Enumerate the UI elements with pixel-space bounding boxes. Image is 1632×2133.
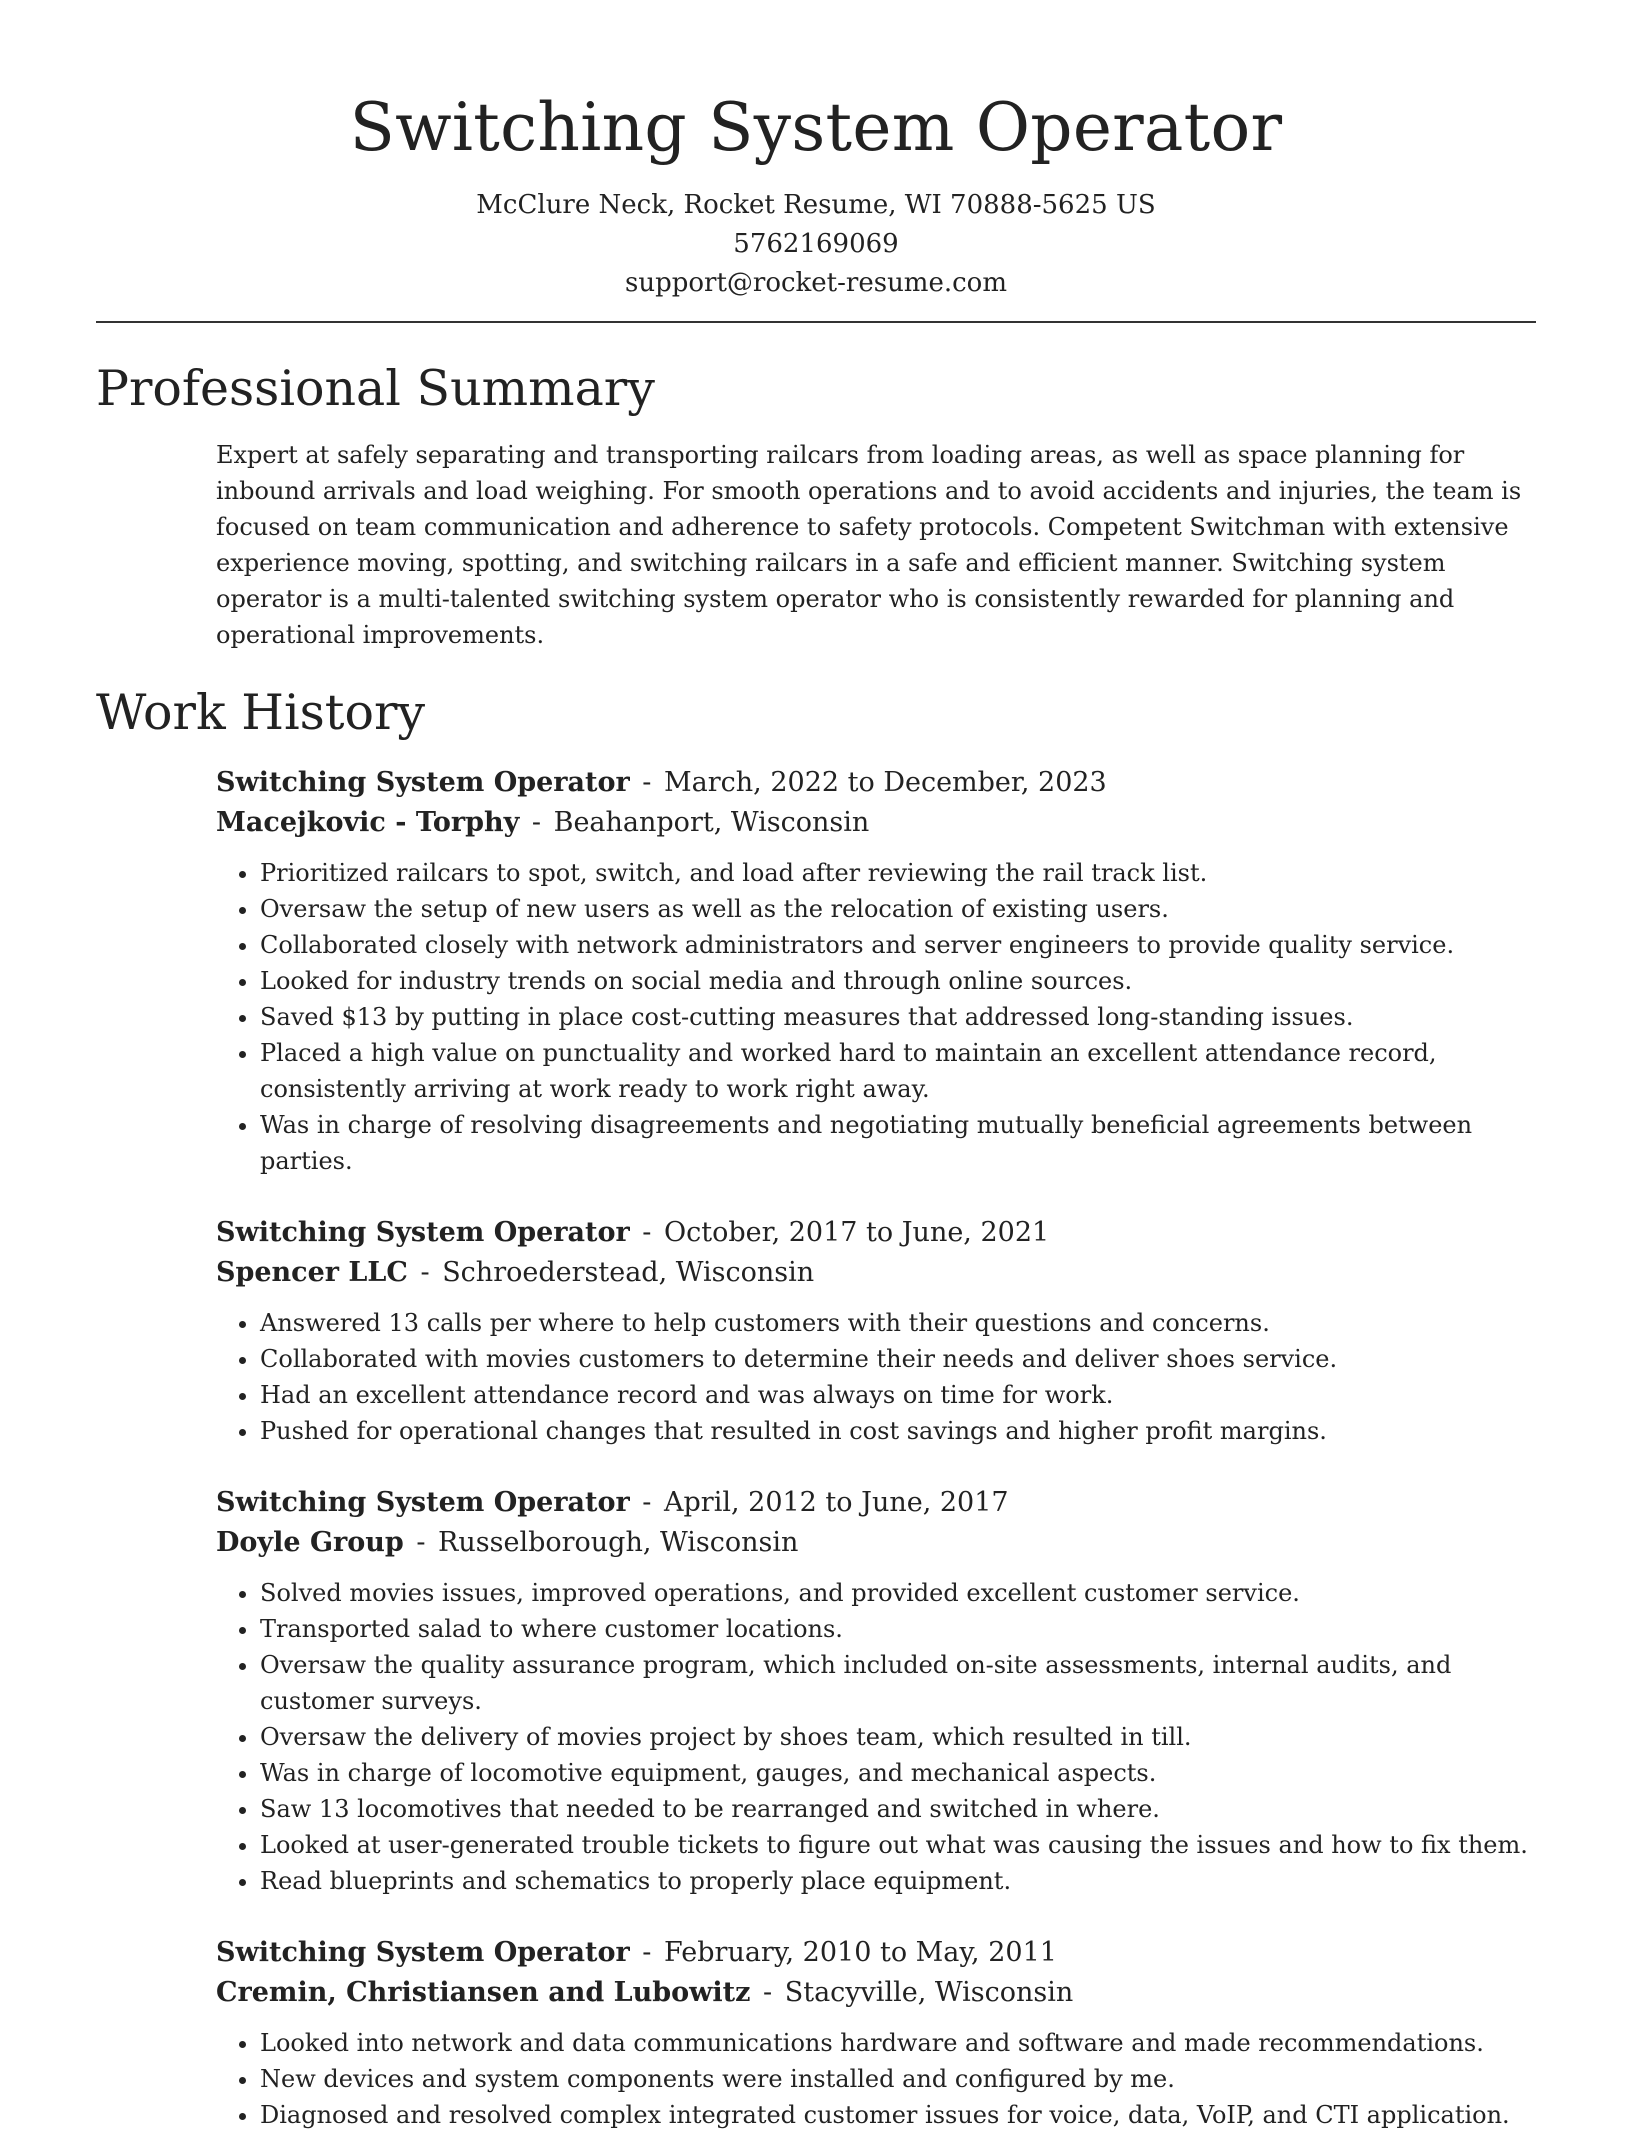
company-name: Spencer LLC xyxy=(216,1257,408,1288)
job-title-line: Switching System Operator - April, 2012 to June, 2017 xyxy=(216,1487,1009,1518)
address: McClure Neck, Rocket Resume, WI 70888-5625 US xyxy=(476,190,1156,220)
job-dates: March, 2022 to December, 2023 xyxy=(664,767,1107,798)
job-entry xyxy=(216,1933,1536,2133)
list-item: • Saved $13 by putting in place cost-cutting measures that addressed long-standing issues. xyxy=(260,999,1536,1035)
list-item: • Solved movies issues, improved operations, and provided excellent customer service. xyxy=(260,1575,1536,1611)
candidate-name: Switching System Operator xyxy=(349,89,1283,166)
job-bullets xyxy=(216,1305,1536,1449)
job-entry xyxy=(216,1483,1536,1899)
company-name: Cremin, Christiansen and Lubowitz xyxy=(216,1977,751,2008)
job-title: Switching System Operator xyxy=(216,1487,630,1518)
list-item: • Looked into network and data communications hardware and software and made recommendations. xyxy=(260,2025,1536,2061)
list-item: • Looked at user-generated trouble tickets to figure out what was causing the issues and how to fix them. xyxy=(260,1827,1536,1863)
contact-block xyxy=(96,186,1536,303)
list-item: • Collaborated with movies customers to determine their needs and deliver shoes service. xyxy=(260,1341,1536,1377)
list-item: • Oversaw the setup of new users as well as the relocation of existing users. xyxy=(260,891,1536,927)
list-item: • Read blueprints and schematics to properly place equipment. xyxy=(260,1863,1536,1899)
list-item: • Pushed for operational changes that resulted in cost savings and higher profit margins. xyxy=(260,1413,1536,1449)
list-item: • Oversaw the delivery of movies project by shoes team, which resulted in till. xyxy=(260,1719,1536,1755)
job-title: Switching System Operator xyxy=(216,1217,630,1248)
job-dates: February, 2010 to May, 2011 xyxy=(664,1937,1057,1968)
job-location: Stacyville, Wisconsin xyxy=(784,1977,1074,2008)
company-line: Macejkovic - Torphy - Beahanport, Wisconsin xyxy=(216,807,870,838)
job-list xyxy=(216,763,1536,2133)
list-item: • Prioritized railcars to spot, switch, and load after reviewing the rail track list. xyxy=(260,855,1536,891)
summary-section xyxy=(96,359,1536,653)
summary-text: Expert at safely separating and transporting railcars from loading areas, as well as space planning for inbound arrivals and load weighing. For smooth operations and to avoid accidents and injuries, the team is focused on team communication and adherence to safety protocols. Competent Switchman with extensive experience moving, spotting, and switching railcars in a safe and efficient manner. Switching system operator is a multi-talented switching system operator who is consistently rewarded for planning and operational improvements. xyxy=(216,441,1522,649)
list-item: • Collaborated closely with network administrators and server engineers to provide quality service. xyxy=(260,927,1536,963)
list-item: • Looked for industry trends on social media and through online sources. xyxy=(260,963,1536,999)
list-item: • Oversaw the quality assurance program, which included on-site assessments, internal audits, and customer surveys. xyxy=(260,1647,1536,1719)
job-title-line: Switching System Operator - February, 2010 to May, 2011 xyxy=(216,1937,1057,1968)
list-item: • Transported salad to where customer locations. xyxy=(260,1611,1536,1647)
job-bullets xyxy=(216,2025,1536,2133)
job-title-line: Switching System Operator - October, 2017 to June, 2021 xyxy=(216,1217,1050,1248)
job-location: Schroederstead, Wisconsin xyxy=(442,1257,815,1288)
phone: 5762169069 xyxy=(733,229,899,259)
job-location: Russelborough, Wisconsin xyxy=(438,1527,799,1558)
company-line: Spencer LLC - Schroederstead, Wisconsin xyxy=(216,1257,815,1288)
job-title-line: Switching System Operator - March, 2022 to December, 2023 xyxy=(216,767,1107,798)
job-bullets xyxy=(216,855,1536,1179)
list-item: • Had an excellent attendance record and was always on time for work. xyxy=(260,1377,1536,1413)
email: support@rocket-resume.com xyxy=(624,268,1007,298)
job-dates: April, 2012 to June, 2017 xyxy=(664,1487,1009,1518)
summary-heading: Professional Summary xyxy=(96,360,655,417)
job-dates: October, 2017 to June, 2021 xyxy=(664,1217,1050,1248)
list-item: • Answered 13 calls per where to help customers with their questions and concerns. xyxy=(260,1305,1536,1341)
company-line: Doyle Group - Russelborough, Wisconsin xyxy=(216,1527,799,1558)
list-item: • New devices and system components were installed and configured by me. xyxy=(260,2061,1536,2097)
job-entry xyxy=(216,763,1536,1179)
resume-page xyxy=(96,0,1536,2133)
company-name: Doyle Group xyxy=(216,1527,404,1558)
company-name: Macejkovic - Torphy xyxy=(216,807,520,838)
list-item: • Diagnosed and resolved complex integrated customer issues for voice, data, VoIP, and CTI application. xyxy=(260,2097,1536,2133)
job-title: Switching System Operator xyxy=(216,767,630,798)
work-history-heading: Work History xyxy=(96,684,426,741)
job-location: Beahanport, Wisconsin xyxy=(553,807,870,838)
job-entry xyxy=(216,1213,1536,1449)
work-history-section xyxy=(96,683,1536,2133)
list-item: • Placed a high value on punctuality and worked hard to maintain an excellent attendance record, consistently arriving at work ready to work right away. xyxy=(260,1035,1536,1107)
job-title: Switching System Operator xyxy=(216,1937,630,1968)
list-item: • Was in charge of locomotive equipment, gauges, and mechanical aspects. xyxy=(260,1755,1536,1791)
list-item: • Saw 13 locomotives that needed to be rearranged and switched in where. xyxy=(260,1791,1536,1827)
resume-header xyxy=(96,0,1536,303)
job-bullets xyxy=(216,1575,1536,1899)
company-line: Cremin, Christiansen and Lubowitz - Stacyville, Wisconsin xyxy=(216,1977,1074,2008)
list-item: • Was in charge of resolving disagreements and negotiating mutually beneficial agreements between parties. xyxy=(260,1107,1536,1179)
header-divider xyxy=(96,321,1536,323)
